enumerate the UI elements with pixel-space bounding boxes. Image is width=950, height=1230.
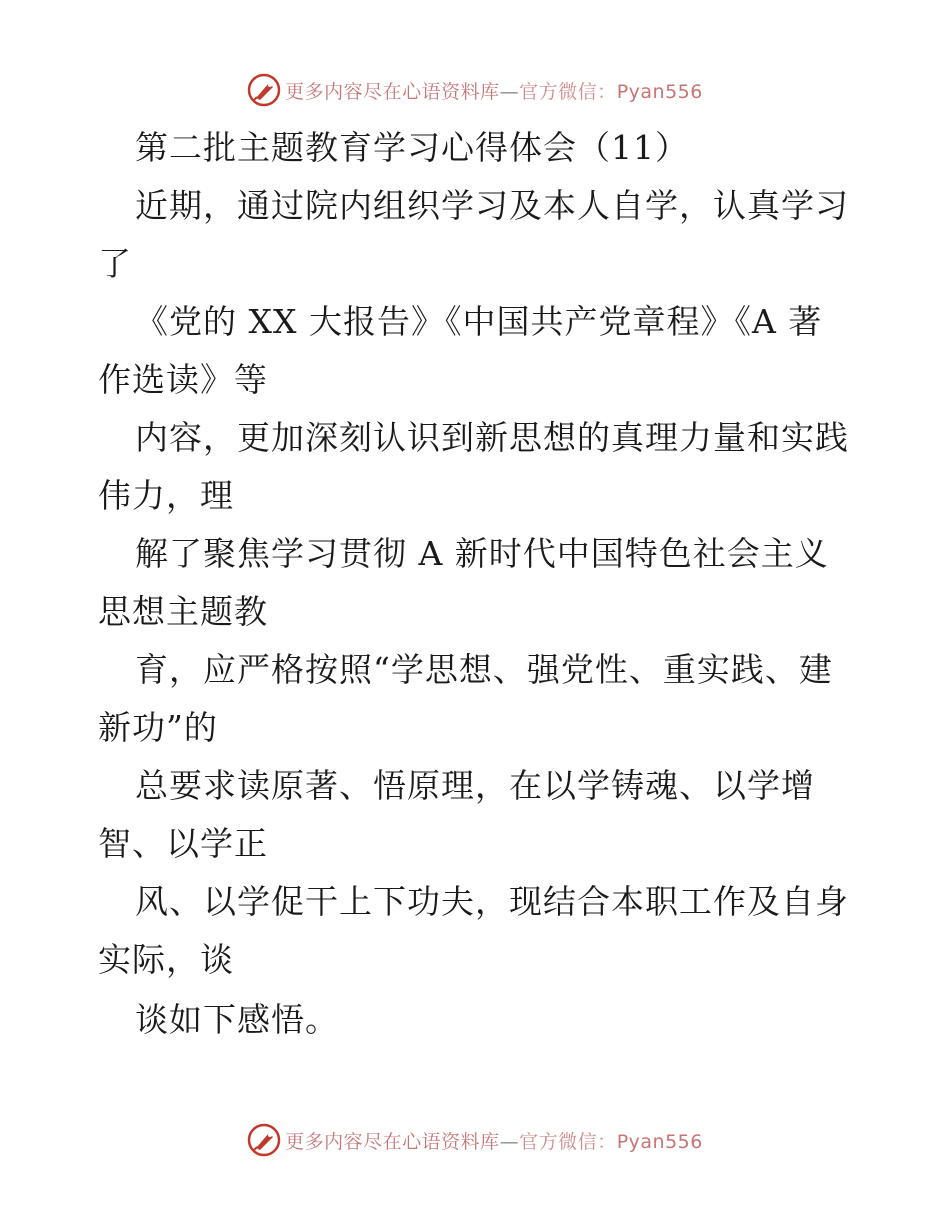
paragraph-line: 思想主题教: [98, 592, 268, 631]
paragraph-line: 总要求读原著、悟原理，在以学铸魂、以学增: [135, 766, 815, 805]
banner-wechat-label: 官方微信：: [519, 80, 617, 103]
banner-wechat-id: Pyan556: [616, 80, 703, 103]
paragraph-line: 智、以学正: [98, 824, 268, 863]
banner-wechat-label: 官方微信：: [519, 1130, 617, 1153]
document-title: 第二批主题教育学习心得体会（11）: [135, 128, 689, 167]
paragraph-line: 伟力，理: [98, 476, 234, 515]
paragraph-line: 育，应严格按照“学思想、强党性、重实践、建: [135, 650, 833, 689]
banner-separator: —: [499, 1130, 520, 1153]
banner-wechat-id: Pyan556: [616, 1130, 703, 1153]
pen-nib-logo-icon: [247, 1123, 281, 1157]
paragraph-line: 近期，通过院内组织学习及本人自学，认真学习: [135, 186, 849, 225]
banner-main-text: 更多内容尽在心语资料库: [285, 80, 500, 103]
paragraph-line: 实际，谈: [98, 940, 234, 979]
banner-main-text: 更多内容尽在心语资料库: [285, 1130, 500, 1153]
paragraph-line: 作选读》等: [98, 360, 268, 399]
paragraph-line: 谈如下感悟。: [135, 1000, 339, 1039]
paragraph-line: 新功”的: [98, 708, 218, 747]
paragraph-line: 《党的 XX 大报告》《中国共产党章程》《A 著: [135, 302, 823, 341]
paragraph-line: 风、以学促干上下功夫，现结合本职工作及自身: [135, 882, 849, 921]
paragraph-line: 内容，更加深刻认识到新思想的真理力量和实践: [135, 418, 849, 457]
paragraph-line: 解了聚焦学习贯彻 A 新时代中国特色社会主义: [135, 534, 829, 573]
paragraph-line: 了: [98, 244, 132, 283]
banner-separator: —: [499, 80, 520, 103]
footer-watermark-banner: [0, 1120, 950, 1160]
banner-text: [285, 1127, 703, 1154]
